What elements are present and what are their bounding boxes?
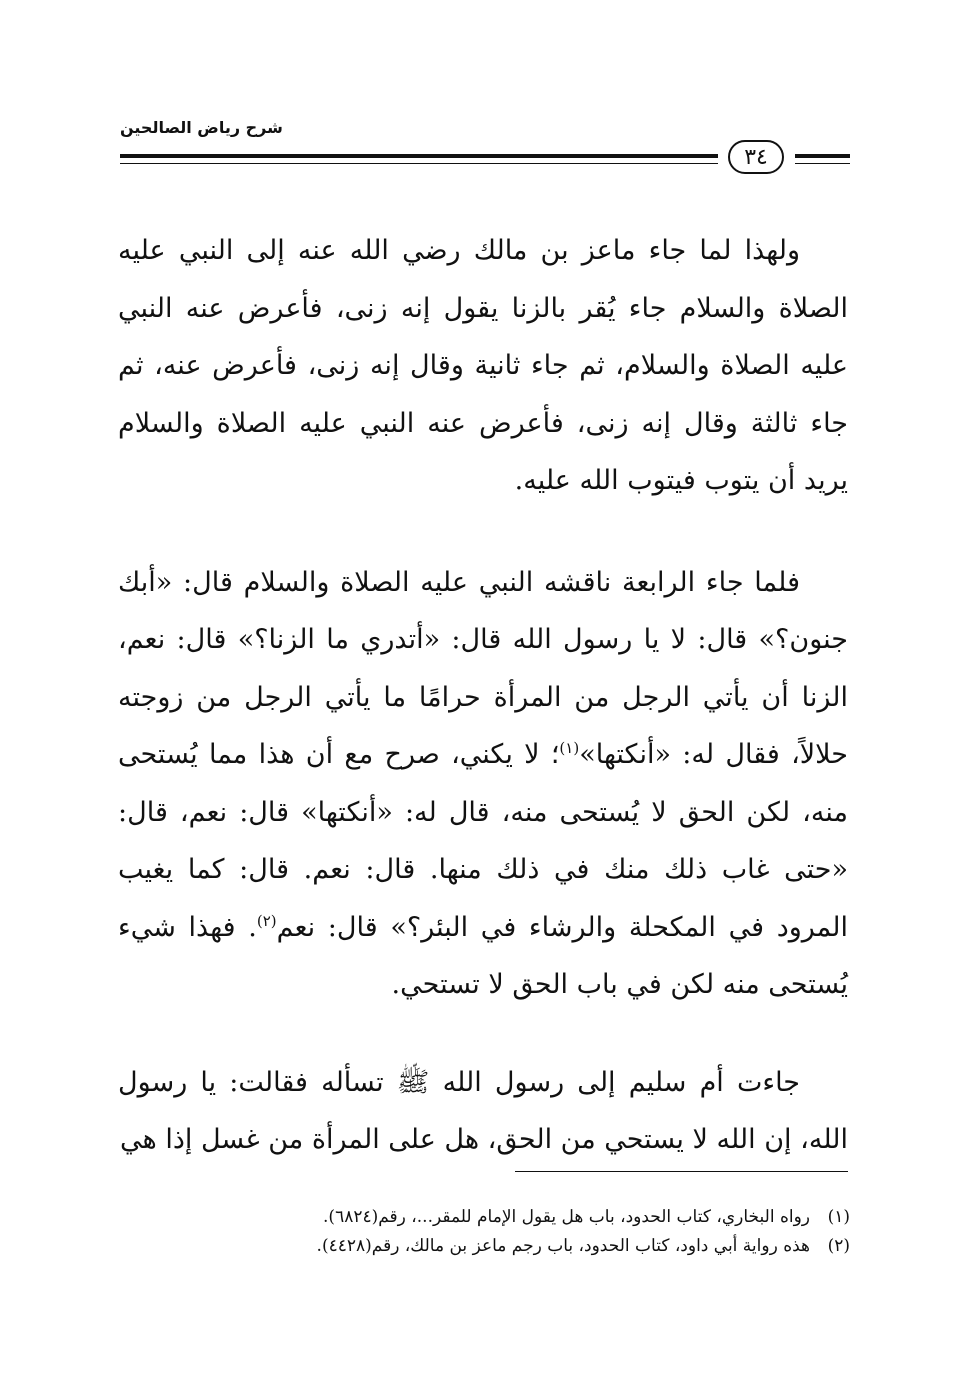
paragraph-maiz: ولهذا لما جاء ماعز بن مالك رضي الله عنه إلى النبي عليه الصلاة والسلام جاء يُقر بالزنا يقول إنه زنى، فأعرض عنه النبي عليه الصلاة والسلام، ثم جاء ثانية وقال إنه زنى، فأعرض عنه، ثم جاء ثالثة وقال إنه زنى، فأعرض عنه النبي عليه الصلاة والسلام يريد أن يتوب فيتوب الله عليه. <box>118 235 848 496</box>
paragraph-part: فلما جاء الرابعة ناقشه النبي عليه الصلاة والسلام قال: «أبك جنون؟» قال: لا يا رسول الله قال: «أتدري ما الزنا؟» قال: نعم، الزنا أن يأتي الرجل من المرأة حرامًا ما يأتي الرجل من زوجته حلالاً، فقال له: «أنكتها» <box>118 566 848 770</box>
header-rule-thick-right <box>795 154 850 158</box>
paragraph-umm-sulaym: جاءت أم سليم إلى رسول الله ﷺ تسأله فقالت: يا رسول الله، إن الله لا يستحي من الحق، هل على المرأة من غسل إذا هي <box>118 1066 848 1155</box>
footnote-1 <box>150 1203 850 1232</box>
footnote-marker-1[interactable]: (١) <box>559 739 580 757</box>
header-rule-thick-left <box>120 154 718 158</box>
header-rule-thin-left <box>120 163 718 164</box>
footnote-marker-2[interactable]: (٢) <box>256 911 277 930</box>
main-text <box>118 222 848 1169</box>
footnote-number: (١) <box>827 1207 850 1227</box>
paragraph-fourth-time <box>118 554 848 1014</box>
footnote-text: رواه البخاري، كتاب الحدود، باب هل يقول الإمام للمقر...، رقم(٦٨٢٤). <box>323 1207 810 1227</box>
footnote-separator <box>515 1171 848 1172</box>
paragraph-part: ؛ لا يكني، صرح مع أن هذا مما يُستحى منه، لكن الحق لا يُستحى منه، قال له: «أنكتها» قال: نعم، قال: «حتى غاب ذلك منك في ذلك منها. قال: نعم. قال: كما يغيب المرود في المكحلة والرشاء في البئر؟» قال: نعم <box>118 739 848 943</box>
header-rule-thin-right <box>795 163 850 164</box>
page-number: ٣٤ <box>728 140 784 174</box>
footnotes <box>150 1203 850 1261</box>
paragraph-part: . فهذا شيء يُستحى منه لكن في باب الحق لا تستحي. <box>118 911 848 1000</box>
footnote-2 <box>150 1232 850 1261</box>
book-title: شرح رياض الصالحين <box>120 118 283 137</box>
page-header <box>120 110 850 190</box>
footnote-number: (٢) <box>827 1236 850 1256</box>
footnote-text: هذه رواية أبي داود، كتاب الحدود، باب رجم ماعز بن مالك، رقم(٤٤٢٨). <box>316 1236 810 1256</box>
